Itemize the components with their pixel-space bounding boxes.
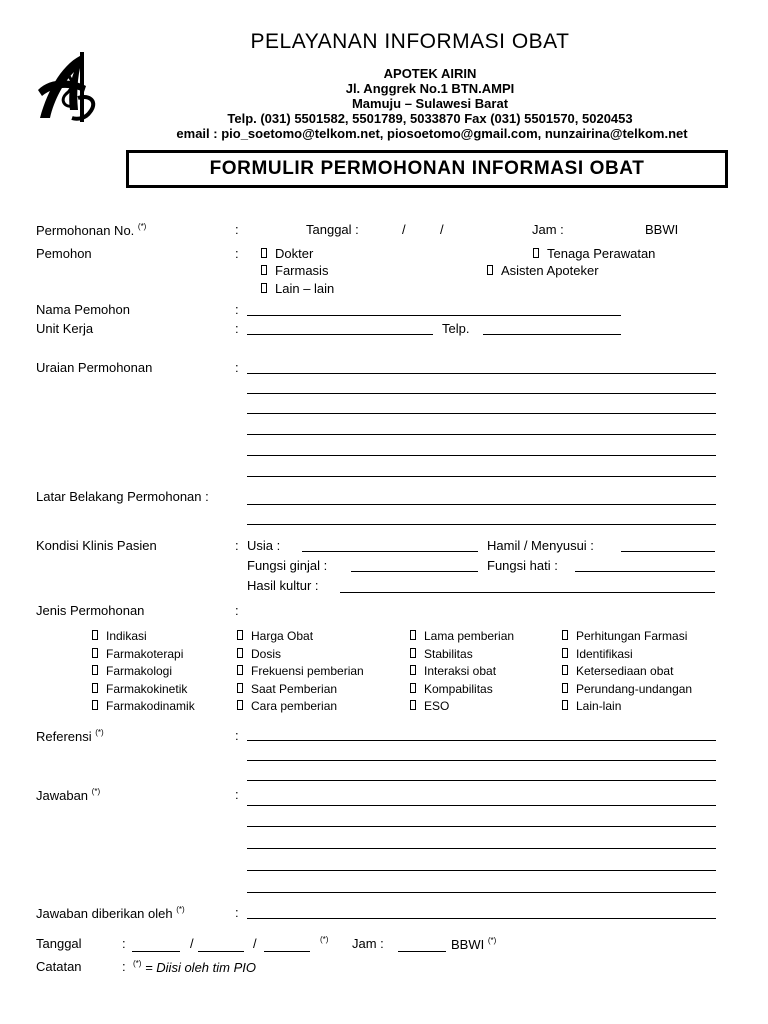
- checkbox-ketersediaan-obat[interactable]: Ketersediaan obat: [562, 663, 692, 681]
- background-line[interactable]: [247, 504, 716, 505]
- answer-line[interactable]: [247, 805, 716, 806]
- pregnant-field[interactable]: [621, 551, 715, 552]
- culture-result-field[interactable]: [340, 592, 715, 593]
- age-field[interactable]: [302, 551, 478, 552]
- asterisk-note: (*): [320, 935, 329, 944]
- checkbox-stabilitas[interactable]: Stabilitas: [410, 646, 514, 664]
- checkbox-harga-obat[interactable]: Harga Obat: [237, 628, 364, 646]
- colon: :: [235, 787, 239, 802]
- reference-line[interactable]: [247, 760, 716, 761]
- checkbox-icon: [261, 265, 267, 275]
- kidney-function-field[interactable]: [351, 571, 478, 572]
- checkbox-icon: [410, 630, 416, 640]
- phone-label: Telp.: [442, 321, 470, 336]
- checkbox-frekuensi-pemberian[interactable]: Frekuensi pemberian: [237, 663, 364, 681]
- applicant-label: Pemohon: [36, 246, 92, 261]
- checkbox-farmakodinamik[interactable]: Farmakodinamik: [92, 698, 195, 716]
- pharmacy-city: Mamuju – Sulawesi Barat: [351, 96, 509, 111]
- checkbox-icon: [237, 648, 243, 658]
- checkbox-kompabilitas[interactable]: Kompabilitas: [410, 681, 514, 699]
- checkbox-icon: [237, 683, 243, 693]
- request-number-label: Permohonan No. (*): [36, 222, 147, 238]
- checkbox-icon: [92, 648, 98, 658]
- applicant-name-label: Nama Pemohon: [36, 302, 130, 317]
- applicant-name-field[interactable]: [247, 315, 621, 316]
- form-title: FORMULIR PERMOHONAN INFORMASI OBAT: [126, 150, 728, 188]
- liver-function-label: Fungsi hati :: [487, 558, 558, 573]
- footer-time-label: Jam :: [352, 936, 384, 951]
- checkbox-asisten-apoteker[interactable]: Asisten Apoteker: [487, 263, 599, 278]
- answer-line[interactable]: [247, 848, 716, 849]
- pharmacy-email: email : pio_soetomo@telkom.net, piosoetomo@gmail.com, nunzairina@telkom.net: [176, 126, 688, 141]
- checkbox-icon: [562, 630, 568, 640]
- footer-time-field[interactable]: [398, 951, 446, 952]
- checkbox-icon: [92, 630, 98, 640]
- colon: :: [235, 728, 239, 743]
- work-unit-field[interactable]: [247, 334, 433, 335]
- footer-timezone: BBWI (*): [451, 936, 497, 952]
- checkbox-perundang-undangan[interactable]: Perundang-undangan: [562, 681, 692, 699]
- description-line[interactable]: [247, 434, 716, 435]
- description-line[interactable]: [247, 455, 716, 456]
- checkbox-icon: [92, 665, 98, 675]
- date-slash: /: [253, 936, 257, 951]
- background-line[interactable]: [247, 524, 716, 525]
- apotek-logo-icon: [34, 48, 106, 126]
- checkbox-icon: [261, 283, 267, 293]
- pharmacy-phone: Telp. (031) 5501582, 5501789, 5033870 Fax (031) 5501570, 5020453: [227, 111, 633, 126]
- answer-label: Jawaban (*): [36, 787, 101, 803]
- checkbox-icon: [237, 700, 243, 710]
- colon: :: [122, 959, 126, 974]
- liver-function-field[interactable]: [575, 571, 715, 572]
- checkbox-icon: [410, 665, 416, 675]
- checkbox-icon: [410, 683, 416, 693]
- colon: :: [235, 538, 239, 553]
- answer-line[interactable]: [247, 826, 716, 827]
- colon: :: [235, 603, 239, 618]
- checkbox-eso[interactable]: ESO: [410, 698, 514, 716]
- checkbox-perhitungan-farmasi[interactable]: Perhitungan Farmasi: [562, 628, 692, 646]
- date-label: Tanggal :: [306, 222, 359, 237]
- checkbox-icon: [562, 683, 568, 693]
- checkbox-identifikasi[interactable]: Identifikasi: [562, 646, 692, 664]
- description-line[interactable]: [247, 393, 716, 394]
- answer-line[interactable]: [247, 870, 716, 871]
- checkbox-farmakokinetik[interactable]: Farmakokinetik: [92, 681, 195, 699]
- colon: :: [235, 302, 239, 317]
- footer-month-field[interactable]: [198, 951, 244, 952]
- reference-label: Referensi (*): [36, 728, 104, 744]
- description-line[interactable]: [247, 413, 716, 414]
- answered-by-field[interactable]: [247, 918, 716, 919]
- colon: :: [235, 905, 239, 920]
- age-label: Usia :: [247, 538, 281, 553]
- date-slash: /: [402, 222, 406, 237]
- checkbox-farmakoterapi[interactable]: Farmakoterapi: [92, 646, 195, 664]
- pharmacy-address: Jl. Anggrek No.1 BTN.AMPI: [345, 81, 515, 96]
- checkbox-farmakologi[interactable]: Farmakologi: [92, 663, 195, 681]
- checkbox-icon: [237, 665, 243, 675]
- colon: :: [235, 360, 239, 375]
- work-unit-label: Unit Kerja: [36, 321, 94, 336]
- reference-line[interactable]: [247, 780, 716, 781]
- note-label: Catatan: [36, 959, 82, 974]
- colon: :: [235, 222, 239, 237]
- checkbox-tenaga-perawatan[interactable]: Tenaga Perawatan: [533, 246, 655, 261]
- checkbox-icon: [533, 248, 539, 258]
- page-title: PELAYANAN INFORMASI OBAT: [250, 30, 570, 53]
- date-slash: /: [190, 936, 194, 951]
- checkbox-interaksi-obat[interactable]: Interaksi obat: [410, 663, 514, 681]
- phone-field[interactable]: [483, 334, 621, 335]
- colon: :: [235, 321, 239, 336]
- description-line[interactable]: [247, 373, 716, 374]
- checkbox-dokter[interactable]: Dokter: [261, 246, 313, 261]
- checkbox-cara-pemberian[interactable]: Cara pemberian: [237, 698, 364, 716]
- colon: :: [235, 246, 239, 261]
- checkbox-indikasi[interactable]: Indikasi: [92, 628, 195, 646]
- date-slash: /: [440, 222, 444, 237]
- clinical-condition-label: Kondisi Klinis Pasien: [36, 538, 157, 553]
- checkbox-icon: [562, 648, 568, 658]
- footer-date-label: Tanggal: [36, 936, 82, 951]
- footer-day-field[interactable]: [132, 951, 180, 952]
- checkbox-dosis[interactable]: Dosis: [237, 646, 364, 664]
- checkbox-icon: [410, 700, 416, 710]
- background-label: Latar Belakang Permohonan :: [36, 489, 209, 504]
- checkbox-icon: [410, 648, 416, 658]
- culture-result-label: Hasil kultur :: [247, 578, 319, 593]
- pharmacy-name: APOTEK AIRIN: [383, 66, 477, 81]
- footer-year-field[interactable]: [264, 951, 310, 952]
- checkbox-lain-lain-jenis[interactable]: Lain-lain: [562, 698, 692, 716]
- pregnant-label: Hamil / Menyusui :: [487, 538, 594, 553]
- answer-line[interactable]: [247, 892, 716, 893]
- request-description-label: Uraian Permohonan: [36, 360, 153, 375]
- request-type-label: Jenis Permohonan: [36, 603, 145, 618]
- checkbox-lain-lain[interactable]: Lain – lain: [261, 281, 334, 296]
- checkbox-icon: [487, 265, 493, 275]
- timezone-label: BBWI: [645, 222, 679, 237]
- answered-by-label: Jawaban diberikan oleh (*): [36, 905, 185, 921]
- checkbox-icon: [92, 683, 98, 693]
- checkbox-icon: [261, 248, 267, 258]
- reference-line[interactable]: [247, 740, 716, 741]
- checkbox-farmasis[interactable]: Farmasis: [261, 263, 328, 278]
- checkbox-icon: [92, 700, 98, 710]
- checkbox-icon: [237, 630, 243, 640]
- checkbox-icon: [562, 700, 568, 710]
- kidney-function-label: Fungsi ginjal :: [247, 558, 328, 573]
- checkbox-saat-pemberian[interactable]: Saat Pemberian: [237, 681, 364, 699]
- note-text: (*) = Diisi oleh tim PIO: [133, 959, 256, 975]
- checkbox-lama-pemberian[interactable]: Lama pemberian: [410, 628, 514, 646]
- colon: :: [122, 936, 126, 951]
- time-label: Jam :: [532, 222, 564, 237]
- description-line[interactable]: [247, 476, 716, 477]
- checkbox-icon: [562, 665, 568, 675]
